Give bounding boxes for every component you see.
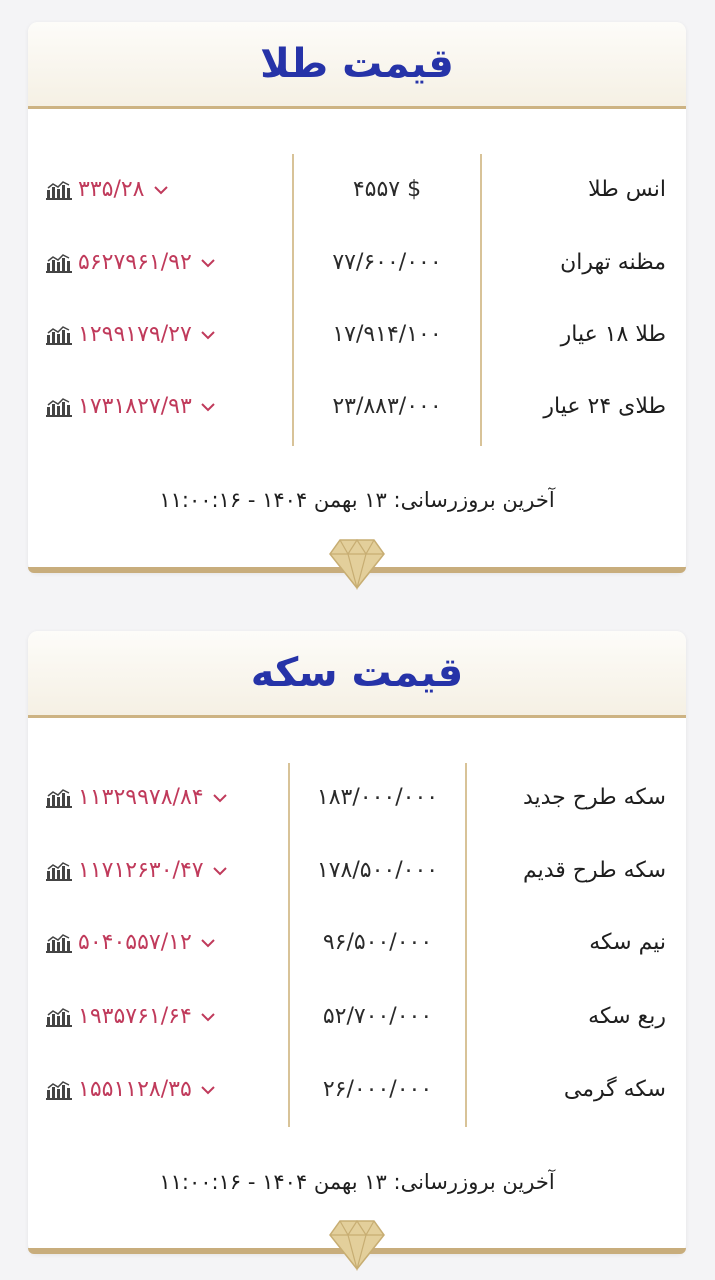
change-value: ۱۹۳۵۷۶۱/۶۴: [78, 1004, 192, 1029]
last-update: ۱۱:۰۰:۱۶ - آخرین بروزرسانی: ۱۳ بهمن ۱۴۰۴: [159, 488, 555, 512]
table-row[interactable]: [28, 997, 686, 1037]
gold-price-card: [28, 22, 686, 573]
item-price: ۲۳/۸۸۳/۰۰۰: [332, 394, 442, 419]
table-row[interactable]: [28, 315, 686, 355]
table-row[interactable]: [28, 170, 686, 210]
item-name: ربع سکه: [588, 1004, 666, 1029]
gold-card-title: قیمت طلا: [260, 41, 454, 87]
item-name: انس طلا: [588, 177, 666, 202]
item-price: ۱۸۳/۰۰۰/۰۰۰: [316, 785, 439, 810]
price-change: [46, 778, 228, 818]
item-name: مظنه تهران: [560, 250, 666, 275]
bar-chart-icon: [46, 932, 72, 954]
item-name: نیم سکه: [589, 930, 666, 955]
chevron-down-icon: [153, 184, 169, 196]
change-value: ۵۰۴۰۵۵۷/۱۲: [78, 930, 192, 955]
diamond-icon: [328, 538, 386, 590]
item-name: طلای ۲۴ عیار: [543, 394, 666, 419]
price-change: [46, 1070, 216, 1110]
change-value: ۱۱۷۱۲۶۳۰/۴۷: [78, 858, 204, 883]
update-time: ۱۱:۰۰:۱۶: [159, 1170, 242, 1194]
change-value: ۱۵۵۱۱۲۸/۳۵: [78, 1077, 192, 1102]
price-change: [46, 315, 216, 355]
price-change: [46, 997, 216, 1037]
chevron-down-icon: [200, 1084, 216, 1096]
item-name: سکه گرمی: [563, 1077, 666, 1102]
chevron-down-icon: [200, 1011, 216, 1023]
chevron-down-icon: [212, 865, 228, 877]
coin-price-card: [28, 631, 686, 1254]
change-value: ۱۲۹۹۱۷۹/۲۷: [78, 322, 192, 347]
item-name: سکه طرح قدیم: [522, 858, 666, 883]
price-change: [46, 387, 216, 427]
item-price: ۷۷/۶۰۰/۰۰۰: [332, 250, 442, 275]
price-change: [46, 851, 228, 891]
update-label: آخرین بروزرسانی: ۱۳ بهمن ۱۴۰۴: [262, 1170, 555, 1194]
bar-chart-icon: [46, 1006, 72, 1028]
bar-chart-icon: [46, 179, 72, 201]
table-row[interactable]: [28, 1070, 686, 1110]
chevron-down-icon: [212, 792, 228, 804]
item-name: سکه طرح جدید: [522, 785, 666, 810]
item-price: ۹۶/۵۰۰/۰۰۰: [322, 930, 433, 955]
item-price: ۴۵۵۷ $: [352, 177, 422, 202]
change-value: ۱۷۳۱۸۲۷/۹۳: [78, 394, 192, 419]
price-change: [46, 923, 216, 963]
table-row[interactable]: [28, 923, 686, 963]
price-change: [46, 243, 216, 283]
coin-price-table: [28, 631, 686, 1254]
chevron-down-icon: [200, 401, 216, 413]
item-price: ۱۷۸/۵۰۰/۰۰۰: [316, 858, 439, 883]
update-time: ۱۱:۰۰:۱۶: [159, 488, 242, 512]
bar-chart-icon: [46, 1079, 72, 1101]
change-value: ۱۱۳۲۹۹۷۸/۸۴: [78, 785, 204, 810]
last-update: ۱۱:۰۰:۱۶ - آخرین بروزرسانی: ۱۳ بهمن ۱۴۰۴: [159, 1170, 555, 1194]
change-value: ۵۶۲۷۹۶۱/۹۲: [78, 250, 192, 275]
item-price: ۲۶/۰۰۰/۰۰۰: [322, 1077, 433, 1102]
bar-chart-icon: [46, 787, 72, 809]
chevron-down-icon: [200, 257, 216, 269]
item-price: ۱۷/۹۱۴/۱۰۰: [332, 322, 442, 347]
price-change: [46, 170, 169, 210]
coin-card-title: قیمت سکه: [250, 650, 464, 696]
table-row[interactable]: [28, 851, 686, 891]
bar-chart-icon: [46, 396, 72, 418]
table-row[interactable]: [28, 243, 686, 283]
item-name: طلا ۱۸ عیار: [560, 322, 666, 347]
table-row[interactable]: [28, 778, 686, 818]
bar-chart-icon: [46, 324, 72, 346]
bar-chart-icon: [46, 860, 72, 882]
update-label: آخرین بروزرسانی: ۱۳ بهمن ۱۴۰۴: [262, 488, 555, 512]
chevron-down-icon: [200, 329, 216, 341]
table-row[interactable]: [28, 387, 686, 427]
bar-chart-icon: [46, 252, 72, 274]
gold-price-table: [28, 22, 686, 573]
change-value: ۳۳۵/۲۸: [78, 177, 145, 202]
diamond-icon: [328, 1219, 386, 1271]
chevron-down-icon: [200, 937, 216, 949]
item-price: ۵۲/۷۰۰/۰۰۰: [322, 1004, 433, 1029]
